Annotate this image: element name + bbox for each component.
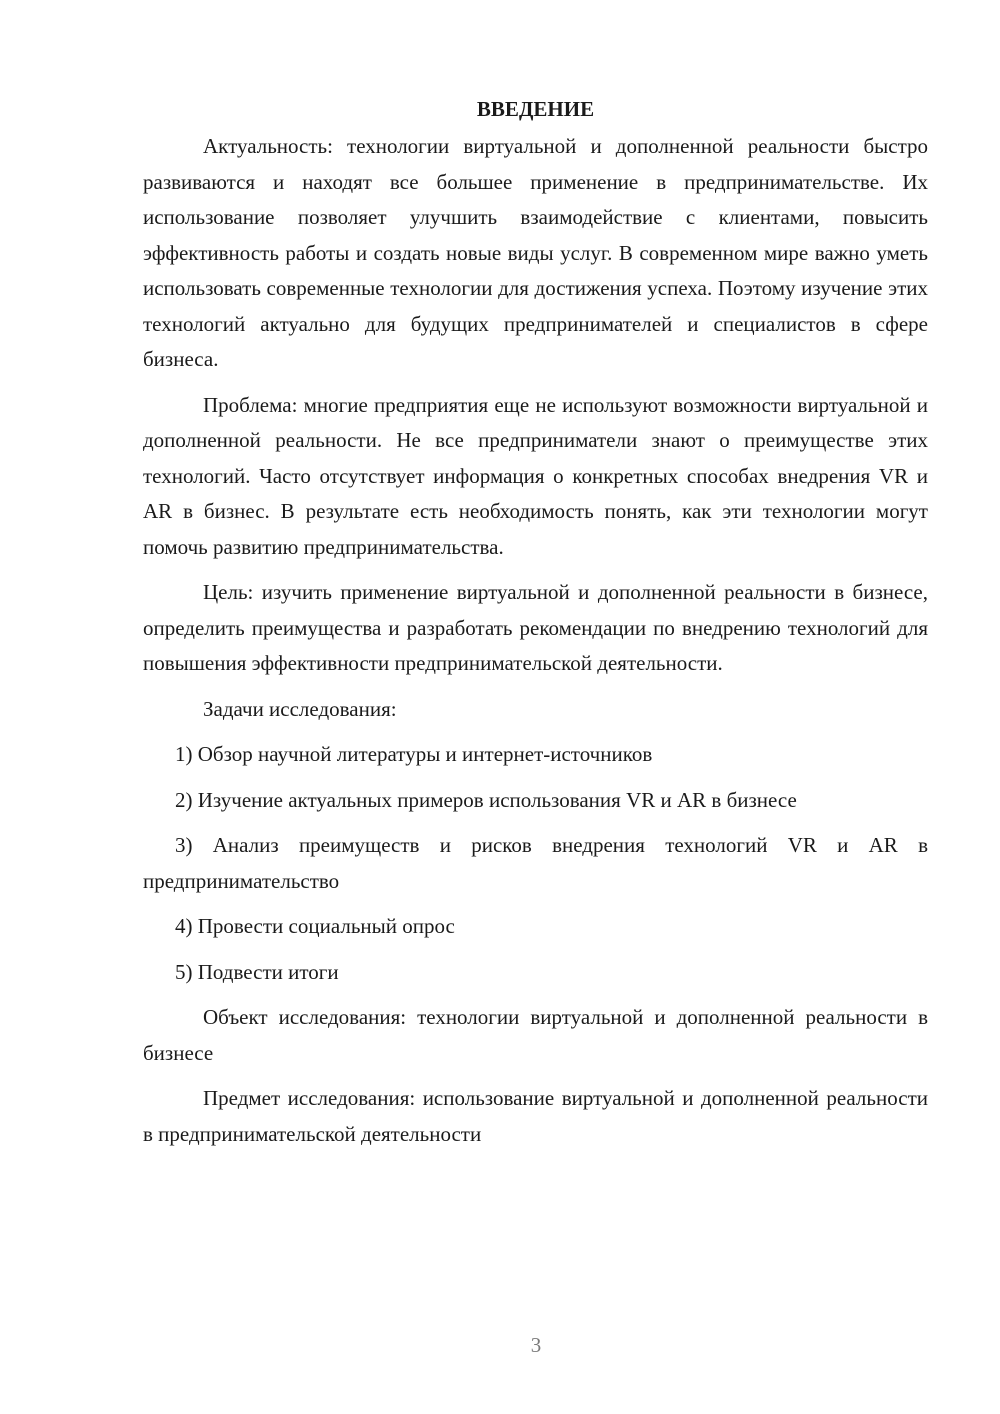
task-item: 4) Провести социальный опрос <box>175 914 455 938</box>
relevance-paragraph: Актуальность: технологии виртуальной и дополненной реальности быстро развиваются и находят все большее применение в предпринимательстве. Их использование позволяет улучшить взаимодействие с клиентами, повысить эффективность работы и создать новые виды услуг. В современном мире важно уметь использовать современные технологии для достижения успеха. Поэтому изучение этих технологий актуально для будущих предпринимателей и специалистов в сфере бизнеса. <box>143 134 928 371</box>
page-number: 3 <box>530 1333 542 1357</box>
task-item: 5) Подвести итоги <box>175 959 339 984</box>
goal-paragraph: Цель: изучить применение виртуальной и дополненной реальности в бизнесе, определить преимущества и разработать рекомендации по внедрению технологий для повышения эффективности предпринимательской деятельности. <box>143 580 928 675</box>
task-item: 2) Изучение актуальных примеров использования VR и AR в бизнесе <box>175 787 797 812</box>
subject-paragraph: Предмет исследования: использование виртуальной и дополненной реальности в предпринимательской деятельности <box>143 1086 928 1146</box>
object-paragraph: Объект исследования: технологии виртуальной и дополненной реальности в бизнесе <box>143 1005 928 1065</box>
page-content <box>143 92 928 1162</box>
task-item: 1) Обзор научной литературы и интернет-источников <box>175 742 653 766</box>
section-title: ВВЕДЕНИЕ <box>476 97 595 121</box>
tasks-heading: Задачи исследования: <box>203 696 397 721</box>
task-item: 3) Анализ преимуществ и рисков внедрения технологий VR и AR в предпринимательство <box>143 833 928 893</box>
problem-paragraph: Проблема: многие предприятия еще не используют возможности виртуальной и дополненной реальности. Не все предприниматели знают о преимуществе этих технологий. Часто отсутствует информация о конкретных способах внедрения VR и AR в бизнес. В результате есть необходимость понять, как эти технологии могут помочь развитию предпринимательства. <box>143 392 928 559</box>
